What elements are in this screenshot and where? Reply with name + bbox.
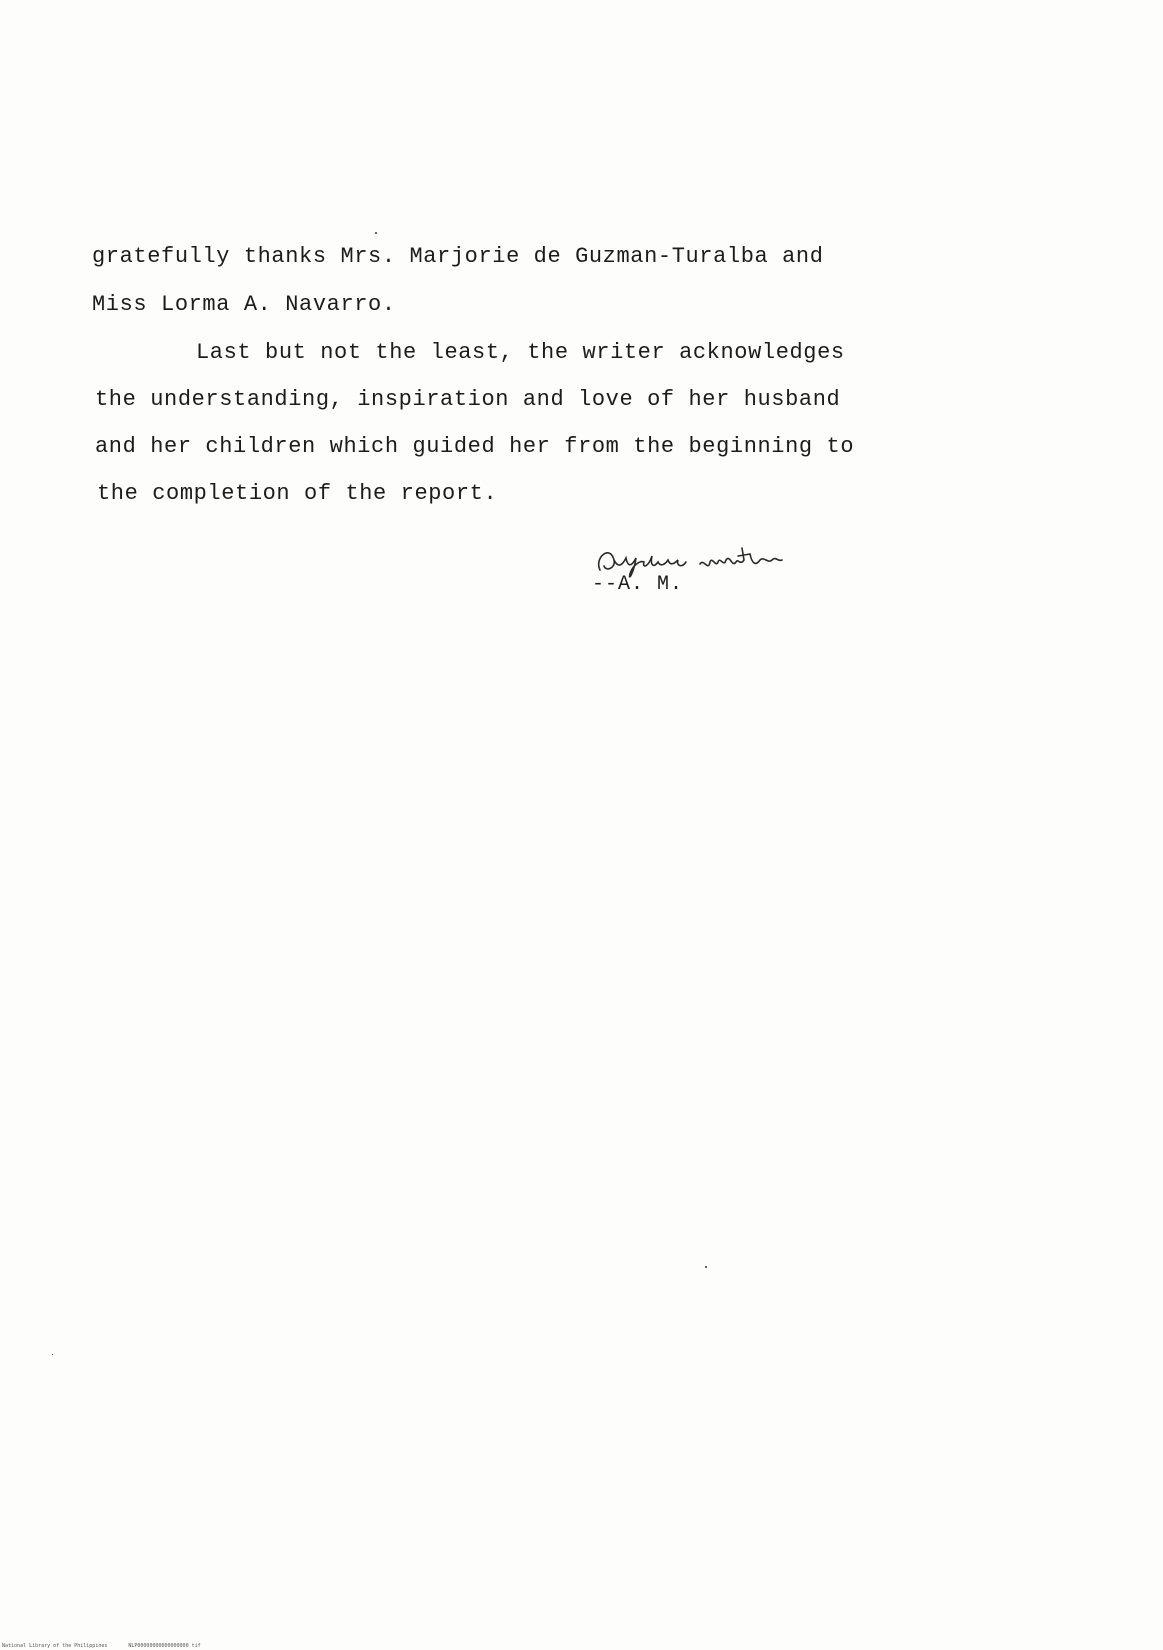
body-line-6: the completion of the report. [97, 481, 498, 506]
body-line-3: Last but not the least, the writer acknowledges [196, 340, 845, 365]
body-line-4: the understanding, inspiration and love of her husband [95, 387, 841, 412]
signature-initials: --A. M. [592, 573, 684, 596]
footer-library: National Library of the Philippines [2, 1643, 108, 1649]
scan-speck [375, 232, 377, 234]
body-line-2: Miss Lorma A. Navarro. [92, 292, 396, 317]
scan-speck [52, 1354, 53, 1355]
scan-footer [2, 1643, 219, 1649]
body-line-5: and her children which guided her from the beginning to [95, 434, 855, 459]
footer-file-code: NLP00000000000000000 tif [128, 1643, 201, 1649]
body-line-1: gratefully thanks Mrs. Marjorie de Guzman-Turalba and [92, 244, 824, 269]
scan-speck [705, 1266, 707, 1268]
